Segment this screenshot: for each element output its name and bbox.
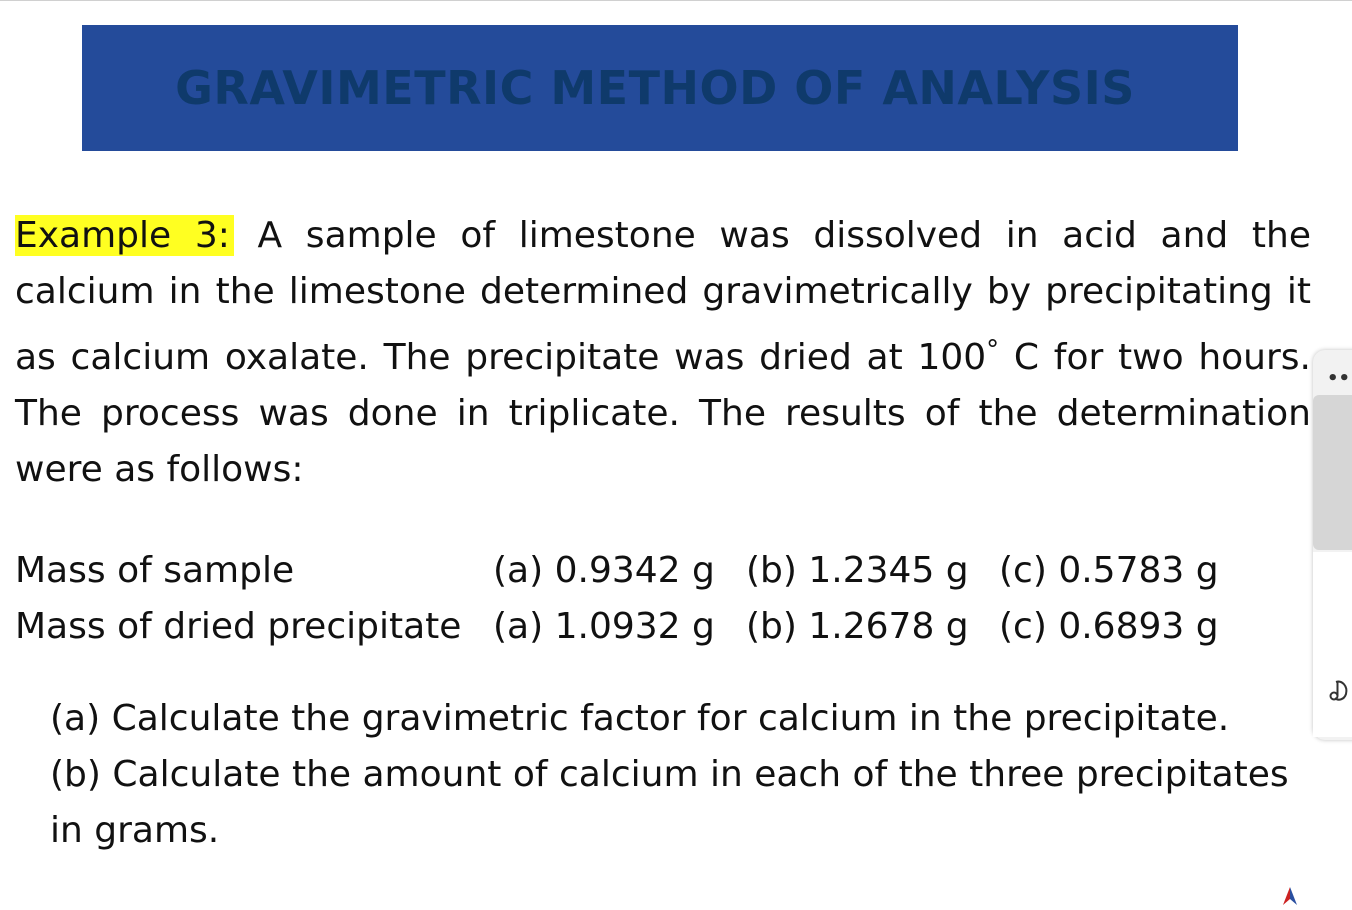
title-banner <box>82 25 1238 151</box>
more-options-icon[interactable]: •• <box>1327 368 1351 389</box>
example-text-part1: A sample of limestone was dissolved in acid and the calcium in the limestone determined gravimetrically by precipitating it as calcium oxalate. The precipitate was dried at 100 <box>15 215 1311 378</box>
page-title: GRAVIMETRIC METHOD OF ANALYSIS <box>175 61 1135 115</box>
side-panel-content <box>1313 552 1352 737</box>
question-b-continued: in grams. <box>50 810 220 851</box>
degree-symbol: ° <box>986 335 1000 365</box>
example-label: Example 3: <box>15 215 234 256</box>
question-b: (b) Calculate the amount of calcium in each of the three precipitates <box>50 754 1289 795</box>
row-label: Mass of dried precipitate <box>15 606 462 647</box>
question-a: (a) Calculate the gravimetric factor for calcium in the precipitate. <box>50 698 1230 739</box>
value-b: (b) 1.2678 g <box>746 606 969 647</box>
value-b: (b) 1.2345 g <box>746 550 969 591</box>
value-a: (a) 0.9342 g <box>493 550 715 591</box>
value-a: (a) 1.0932 g <box>493 606 715 647</box>
value-c: (c) 0.6893 g <box>999 606 1219 647</box>
logo-icon <box>1270 885 1310 905</box>
music-note-icon[interactable] <box>1326 676 1352 706</box>
value-c: (c) 0.5783 g <box>999 550 1219 591</box>
example-text-part2: C for two hours. The process was done in triplicate. The results of the determination were as follows: <box>15 337 1312 490</box>
top-border <box>0 0 1352 1</box>
row-label: Mass of sample <box>15 550 295 591</box>
side-panel-scrollbar[interactable] <box>1313 395 1352 550</box>
example-paragraph <box>15 208 1311 498</box>
